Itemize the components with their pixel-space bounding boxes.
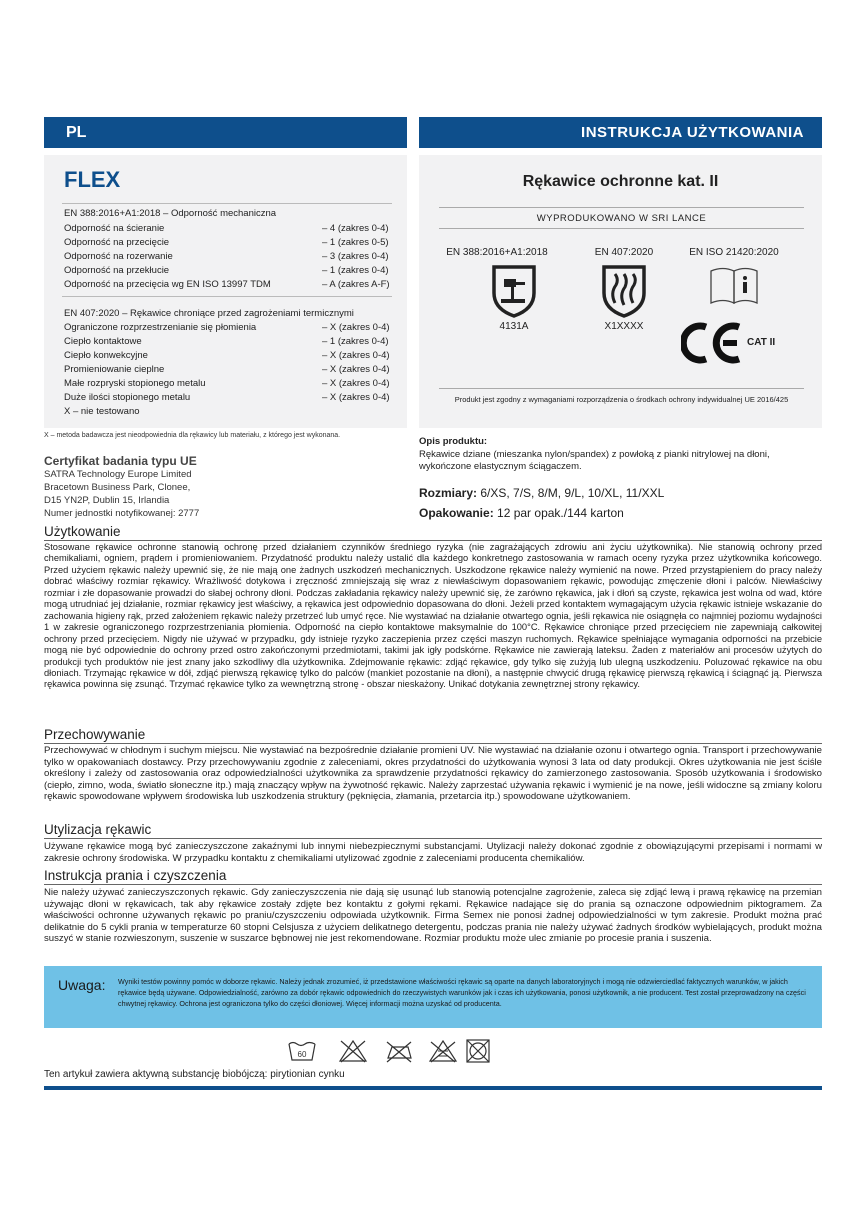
wash-60-icon <box>287 1038 317 1064</box>
section-rule <box>44 540 822 541</box>
certificate-line: D15 YN2P, Dublin 15, Irlandia <box>44 495 170 506</box>
en407-standard: EN 407:2020 – Rękawice chroniące przed zagrożeniami termicznymi <box>64 308 354 319</box>
legend-text: X – nie testowano <box>64 406 140 417</box>
specs-panel <box>44 155 407 428</box>
section-rule <box>44 884 822 885</box>
spec-value: – X (zakres 0-4) <box>322 378 390 389</box>
flame-shield-icon <box>599 263 649 319</box>
pictogram-standard: EN 388:2016+A1:2018 <box>446 247 548 258</box>
pictogram-standard: EN ISO 21420:2020 <box>689 247 779 258</box>
spec-row <box>64 278 394 292</box>
spec-row <box>64 264 394 278</box>
compliance-note: Produkt jest zgodny z wymaganiami rozporządzenia o środkach ochrony indywidualnej UE 2016/425 <box>439 388 804 405</box>
spec-label: Małe rozpryski stopionego metalu <box>64 378 206 389</box>
spec-row <box>64 250 394 264</box>
spec-row <box>64 377 394 391</box>
en388-rows <box>64 222 394 292</box>
en388-standard: EN 388:2016+A1:2018 – Odporność mechaniczna <box>64 208 277 219</box>
section-text-storage: Przechowywać w chłodnym i suchym miejscu. Nie wystawiać na bezpośrednie działanie promieni UV. Nie wystawiać na działanie ozonu i otwartego ognia. Transport i przechowywanie tylko w opakowaniach dostawcy. Przy przechowywaniu zgodnie z zaleceniami, okres przydatności do użytkowania wynosi 3 lata od daty produkcji. Okres użytkowania nie jest ściśle określony i zależy od zastosowania oraz odpowiedzialności użytkownika za sprawdzenie przydatności rękawicy do zamierzonego zastosowania. Sposób użytkowania i środowisko (ciepło, zimno, woda, światło słoneczne itp.) mają znaczący wpływ na żywotność rękawic. Należy zaprzestać używania rękawic i wymienić je na nowe, jeśli widoczne są zmiany koloru rękawic spowodowane wpływem środowiska lub uszkodzenia struktury (pęknięcia, złamania, przetarcia itp.) spowodowane użytkowaniem. <box>44 745 822 803</box>
spec-value: – 1 (zakres 0-4) <box>322 265 389 276</box>
category-badge: CAT II <box>747 337 776 348</box>
section-title-washing: Instrukcja prania i czyszczenia <box>44 868 227 883</box>
warning-label: Uwaga: <box>58 977 106 993</box>
spec-label: Odporność na przecięcia wg EN ISO 13997 TDM <box>64 279 271 290</box>
section-text-use: Stosowane rękawice ochronne stanowią ochronę przed działaniem czynników średniego ryzyka (nie zagrażających zdrowiu ani życiu użytkownika). Nie stanowią ochrony przed chemikaliami, ogniem, prądem i promieniowaniem. Przydatność produktu należy ustalić dla każdego konkretnego zastosowania w ramach oceny ryzyka przez użytkownika końcowego. Przed użyciem rękawic należy upewnić się, że nie mają one żadnych uszkodzeń mechanicznych. Uszkodzone rękawice należy wymienić na nowe. Przed przystąpieniem do pracy należy dobrać właściwy rozmiar rękawicy. Wrażliwość dotykowa i zręczność zmniejszają się wraz z niewłaściwym dopasowaniem rękawic, powodując zmęczenie dłoni i palców. Niewłaściwy rozmiar i złe dopasowanie prowadzi do słabej ochrony dłoni. Podczas zakładania rękawicy należy upewnić się, że zarówno rękawica, jak i dłoń są czyste, rękawica jest wolna od wad, które mogą utrudniać jej działanie, rozmiar rękawicy jest właściwy, a rękawica jest odpowiednio dopasowana do dłoni. Jeżeli przed kontaktem wymagającym użycia rękawic istnieje wskazanie do zachowania higieny rąk, przed założeniem rękawic należy przetrzeć lub umyć ręce. Nie wystawiać na działanie otwartego ognia, jeśli rękawica nie osiągnęła co najmniej poziomu wydajności 1 w zakresie ograniczonego rozprzestrzeniania płomienia. Odporność na ciepło kontaktowe maksymalnie do 100°C. Rękawice chroniące przed przecięciem nie zapewniają całkowitej ochrony przed przecięciem. Nigdy nie używać w przypadku, gdy istnieje ryzyko zaczepienia przez części maszyn ruchomych. Rękawice spełniające wymagania odporności na przebicie mogą nie być odpowiednie do ochrony przed ostro zakończonymi przedmiotami, takimi jak igły podskórne. Rękawice nie zawierają lateksu. Żaden z materiałów ani procesów użytych do produkcji tych produktów nie jest znany jako szkodliwy dla użytkownika. Zdejmowanie rękawic: zdjąć rękawice, gdy tylko się zużyją lub ulegną uszkodzeniu. Poluzować rękawice na obu dłoniach. Trzymając rękawice w dół, zdjąć pierwszą rękawicę tylko do palców (mankiet pozostanie na dłoni), a następnie chwycić drugą rękawicę pierwszą rękawicą i ściągnąć ją. Pierwsza rękawica powinna się zsunąć. Trzymać rękawice tylko za wewnętrzną stronę - obszar nieskażony. Unikać dotykania zewnętrznej strony rękawicy. <box>44 542 822 690</box>
info-book-icon <box>709 265 759 305</box>
description-title: Opis produktu: <box>419 436 488 447</box>
footer-bar <box>44 1086 822 1090</box>
description-text: Rękawice dziane (mieszanka nylon/spandex) z powłoką z pianki nitrylowej na dłoni, wykończone elastycznym ściągaczem. <box>419 448 770 472</box>
spec-row <box>64 349 394 363</box>
certification-panel <box>419 155 822 428</box>
spec-value: – X (zakres 0-4) <box>322 392 390 403</box>
spec-value: – 1 (zakres 0-5) <box>322 237 389 248</box>
product-description <box>419 436 819 474</box>
section-rule <box>44 838 822 839</box>
wash-temperature: 60 <box>297 1050 307 1059</box>
document-title: INSTRUKCJA UŻYTKOWANIA <box>419 117 822 148</box>
sizes-label: Rozmiary: <box>419 486 478 500</box>
pictogram-code: X1XXXX <box>604 321 644 332</box>
section-text-washing: Nie należy używać zanieczyszczonych rękawic. Gdy zanieczyszczenia nie dają się usunąć lub stanowią potencjalne zagrożenie, zaleca się zdjąć lewą i prawą rękawicę na przemian używając dłoni w rękawicach, tak aby rękawice zostały zdjęte bez kontaktu z gołymi rękami. Rękawice nadające się do prania są oznaczone odpowiednim piktogramem. Za właściwości ochronne używanych rękawic po praniu/czyszczeniu odpowiada użytkownik. Firma Semex nie ponosi żadnej odpowiedzialności w tym zakresie. Produkt można prać delikatnie do 5 cykli prania w temperaturze 60 stopni Celsjusza z użyciem delikatnego detergentu, podczas prania nie należy używać żadnych środków wybielających, produkt można suszyć w stanie rozwieszonym, suszenie w suszarce bębnowej nie jest rekomendowane. Rozmiar produktu może ulec zmianie po procesie prania i suszenia. <box>44 887 822 945</box>
spec-legend <box>64 405 394 419</box>
spec-value: – X (zakres 0-4) <box>322 364 390 375</box>
warning-text: Wyniki testów powinny pomóc w doborze rękawic. Należy jednak zrozumieć, iż przedstawione właściwości rękawic są oparte na danych laboratoryjnych i mogą nie odzwierciedlać faktycznych warunków, w jakich rękawice będą używane. Odpowiedzialność, zarówno za dobór rękawic odpowiednich do rzeczywistych warunków jak i czas ich użytkowania, ponosi użytkownik, a nie producent. Test został przeprowadzony na części chwytnej rękawicy. Ochrona jest ograniczona tylko do części dłoniowej. Więcej informacji można uzyskać od producenta. <box>118 977 806 1008</box>
section-title-disposal: Utylizacja rękawic <box>44 822 152 837</box>
spec-label: Duże ilości stopionego metalu <box>64 392 191 403</box>
spec-value: – 3 (zakres 0-4) <box>322 251 389 262</box>
spec-row <box>64 363 394 377</box>
spec-label: Ograniczone rozprzestrzenianie się płomienia <box>64 322 257 333</box>
hammer-shield-icon <box>489 263 539 319</box>
product-title: Rękawice ochronne kat. II <box>522 173 719 190</box>
certificate-title: Certyfikat badania typu UE <box>44 454 197 468</box>
spec-label: Odporność na przecięcie <box>64 237 170 248</box>
spec-row <box>64 391 394 405</box>
packaging-line <box>419 506 624 520</box>
section-title-storage: Przechowywanie <box>44 727 146 742</box>
pictogram-code: 4131A <box>499 321 529 332</box>
spec-row <box>64 236 394 250</box>
spec-label: Odporność na rozerwanie <box>64 251 173 262</box>
divider <box>62 203 392 204</box>
section-rule <box>44 743 822 744</box>
certificate-block <box>44 455 199 520</box>
spec-label: Promieniowanie cieplne <box>64 364 165 375</box>
packaging-label: Opakowanie: <box>419 506 494 520</box>
spec-row <box>64 335 394 349</box>
sizes-line <box>419 486 664 500</box>
biocide-note: Ten artykuł zawiera aktywną substancję biobójczą: pirytionian cynku <box>44 1069 345 1080</box>
en407-rows <box>64 321 394 419</box>
warning-box <box>44 966 822 1028</box>
divider <box>62 296 392 297</box>
spec-value: – 1 (zakres 0-4) <box>322 336 389 347</box>
section-text-disposal: Używane rękawice mogą być zanieczyszczone zakaźnymi lub innymi niebezpiecznymi substancjami. Utylizacji należy dokonać zgodnie z obowiązującymi przepisami i normami w zakresie ochrony środowiska. W przypadku kontaktu z chemikaliami utylizować zgodnie z zaleceniami producenta chemikaliów. <box>44 841 822 864</box>
spec-value: – X (zakres 0-4) <box>322 322 390 333</box>
product-name: FLEX <box>64 167 121 192</box>
language-header: PL <box>44 117 407 148</box>
spec-row <box>64 321 394 335</box>
spec-label: Odporność na ścieranie <box>64 223 165 234</box>
spec-label: Ciepło konwekcyjne <box>64 350 148 361</box>
certificate-line: SATRA Technology Europe Limited <box>44 469 192 480</box>
no-iron-icon <box>384 1038 414 1064</box>
spec-value: – A (zakres A-F) <box>322 279 390 290</box>
spec-row <box>64 222 394 236</box>
section-title-use: Użytkowanie <box>44 524 121 539</box>
packaging-value: 12 par opak./144 karton <box>497 506 624 520</box>
spec-value: – 4 (zakres 0-4) <box>322 223 389 234</box>
spec-value: – X (zakres 0-4) <box>322 350 390 361</box>
certificate-line: Bracetown Business Park, Clonee, <box>44 482 191 493</box>
pictogram-standard: EN 407:2020 <box>594 247 654 258</box>
spec-label: Ciepło kontaktowe <box>64 336 142 347</box>
method-note: X – metoda badawcza jest nieodpowiednia dla rękawicy lub materiału, z którego jest wykonana. <box>44 432 341 439</box>
no-dry-clean-icon <box>428 1038 458 1064</box>
no-bleach-icon <box>338 1038 368 1064</box>
certificate-line: Numer jednostki notyfikowanej: 2777 <box>44 508 200 519</box>
made-in-label: WYPRODUKOWANO W SRI LANCE <box>439 207 804 229</box>
sizes-value: 6/XS, 7/S, 8/M, 9/L, 10/XL, 11/XXL <box>480 486 665 500</box>
ce-mark-icon <box>681 321 743 365</box>
spec-label: Odporność na przekłucie <box>64 265 170 276</box>
no-tumble-dry-icon <box>462 1038 492 1064</box>
